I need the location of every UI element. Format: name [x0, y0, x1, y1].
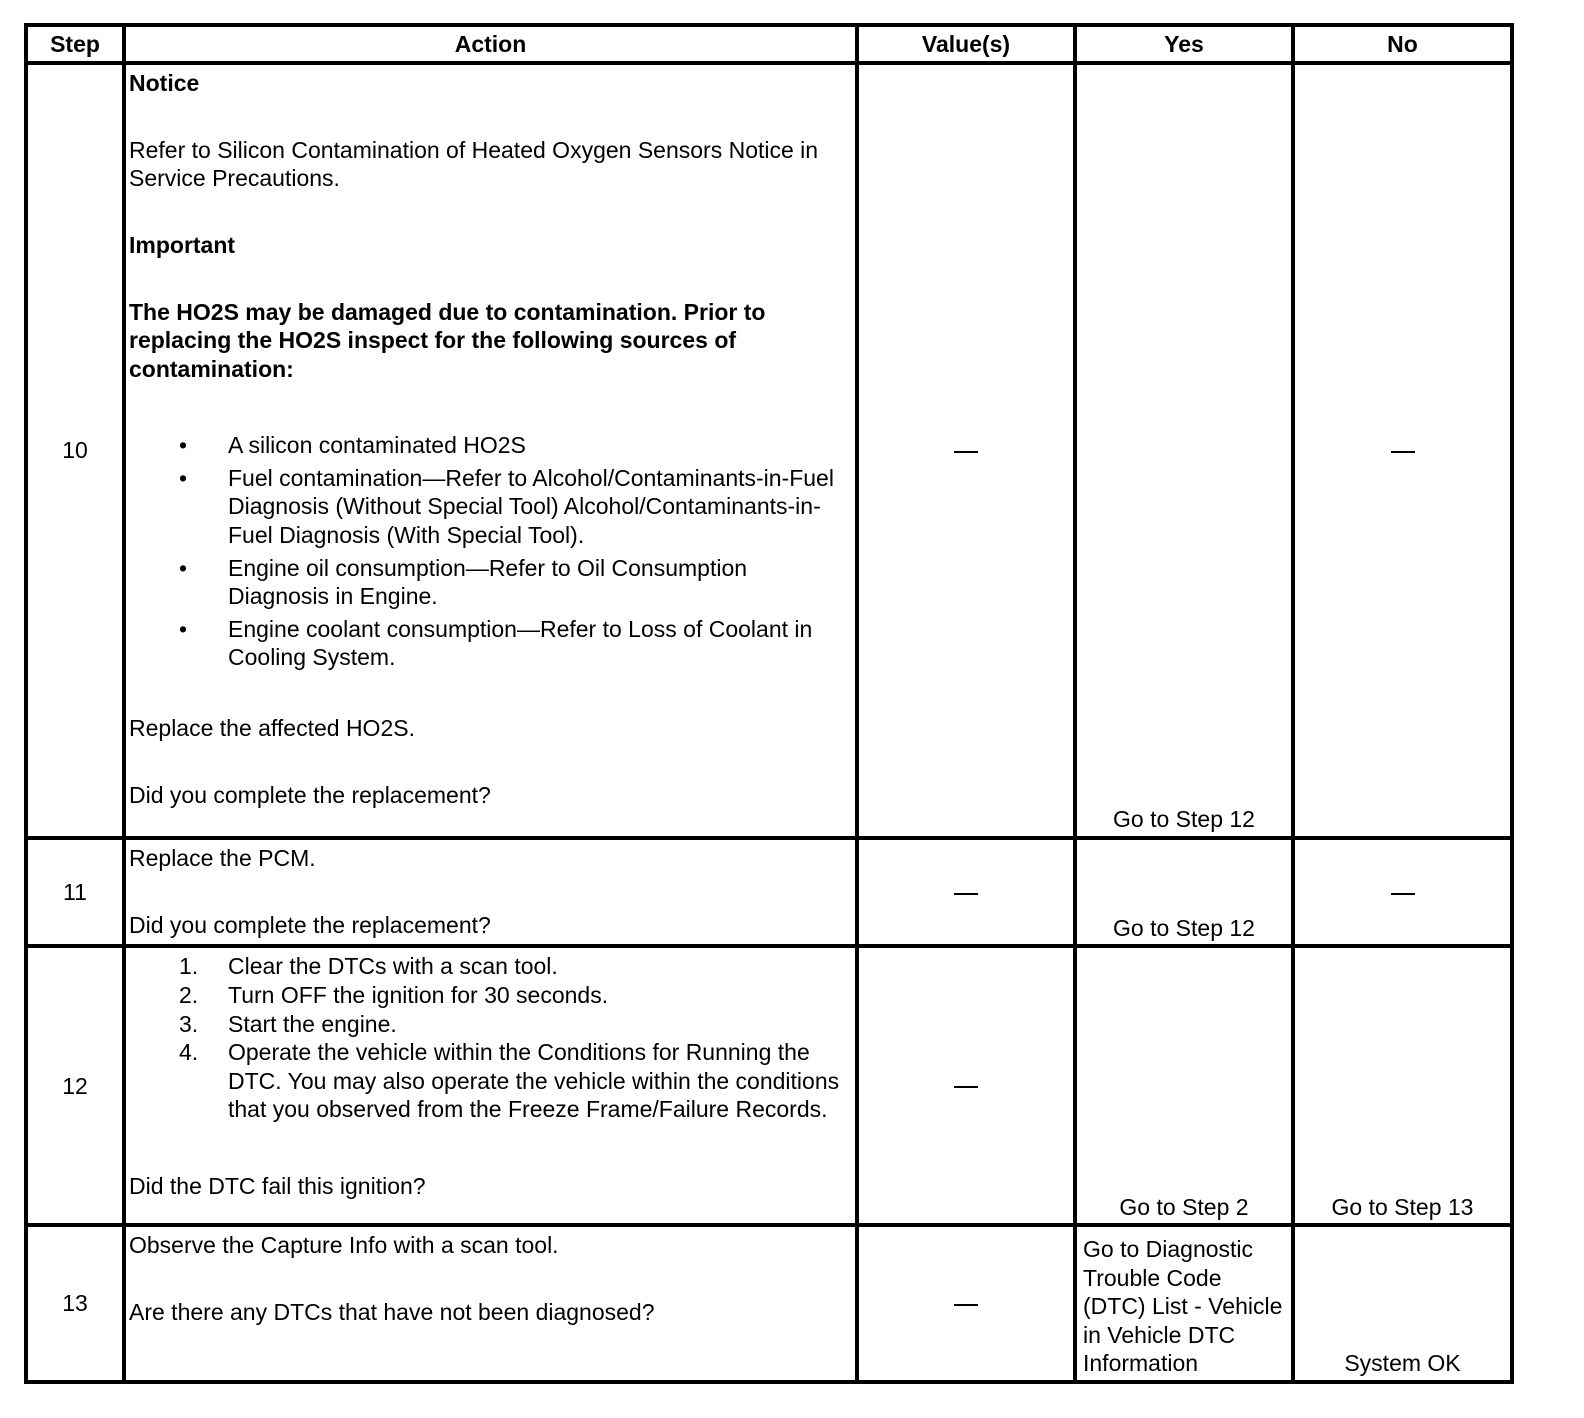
dash-mark: [1391, 451, 1415, 453]
step-number: 12: [26, 946, 124, 1225]
step-number: 13: [26, 1225, 124, 1382]
important-text: The HO2S may be damaged due to contamination. Prior to replacing the HO2S inspect for the following sources of contamination:: [129, 298, 766, 382]
question-text: Are there any DTCs that have not been diagnosed?: [129, 1298, 655, 1325]
list-item: 1. Clear the DTCs with a scan tool.: [179, 953, 558, 980]
header-row: [26, 25, 1512, 63]
values-cell: [857, 946, 1075, 1225]
list-item: • Engine coolant consumption—Refer to Loss of Coolant in Cooling System.: [179, 615, 813, 671]
table-row-step-10: [26, 63, 1512, 838]
instruction-text: Observe the Capture Info with a scan tool.: [129, 1232, 559, 1259]
list-item: • Fuel contamination—Refer to Alcohol/Contaminants-in-Fuel Diagnosis (Without Special Tool) Alcohol/Contaminants-in-Fuel Diagnosis (With Special Tool).: [179, 464, 834, 549]
table-row-step-13: [26, 1225, 1512, 1382]
header-yes: Yes: [1075, 25, 1293, 63]
contamination-list: [129, 431, 847, 672]
values-cell: [857, 1225, 1075, 1382]
question-text: Did the DTC fail this ignition?: [129, 1172, 426, 1199]
no-cell: [1293, 838, 1512, 946]
list-item: 4. Operate the vehicle within the Conditions for Running the DTC. You may also operate the vehicle within the conditions that you observed from the Freeze Frame/Failure Records.: [179, 1039, 840, 1123]
yes-cell: Go to Step 2: [1075, 946, 1293, 1225]
header-action: Action: [124, 25, 857, 63]
list-item: 3. Start the engine.: [179, 1010, 397, 1037]
no-cell: [1293, 63, 1512, 838]
yes-cell: Go to Step 12: [1075, 838, 1293, 946]
question-text: Did you complete the replacement?: [129, 781, 491, 808]
step-number: 11: [26, 838, 124, 946]
dash-mark: [954, 1086, 978, 1088]
instruction-text: Replace the PCM.: [129, 844, 316, 871]
dash-mark: [954, 893, 978, 895]
dash-mark: [1391, 893, 1415, 895]
list-item: • A silicon contaminated HO2S: [179, 432, 526, 459]
action-cell: [124, 946, 857, 1225]
table-row-step-11: [26, 838, 1512, 946]
dash-mark: [954, 1304, 978, 1306]
notice-text: Refer to Silicon Contamination of Heated Oxygen Sensors Notice in Service Precautions.: [129, 136, 819, 192]
notice-title: Notice: [129, 70, 200, 97]
action-cell: [124, 838, 857, 946]
header-values: Value(s): [857, 25, 1075, 63]
values-cell: [857, 63, 1075, 838]
list-item: 2. Turn OFF the ignition for 30 seconds.: [179, 981, 609, 1008]
procedure-list: [129, 952, 847, 1124]
important-title: Important: [129, 231, 236, 258]
values-cell: [857, 838, 1075, 946]
table-row-step-12: [26, 946, 1512, 1225]
dash-mark: [954, 451, 978, 453]
action-cell: [124, 1225, 857, 1382]
action-cell: [124, 63, 857, 838]
list-item: • Engine oil consumption—Refer to Oil Consumption Diagnosis in Engine.: [179, 554, 748, 610]
no-cell: Go to Step 13: [1293, 946, 1512, 1225]
yes-cell: Go to Diagnostic Trouble Code (DTC) List - Vehicle in Vehicle DTC Information: [1075, 1225, 1293, 1382]
no-cell: System OK: [1293, 1225, 1512, 1382]
question-text: Did you complete the replacement?: [129, 911, 491, 938]
header-no: No: [1293, 25, 1512, 63]
header-step: Step: [26, 25, 124, 63]
diagnostic-table: [24, 23, 1514, 1384]
instruction-text: Replace the affected HO2S.: [129, 715, 415, 742]
step-number: 10: [26, 63, 124, 838]
yes-cell: Go to Step 12: [1075, 63, 1293, 838]
